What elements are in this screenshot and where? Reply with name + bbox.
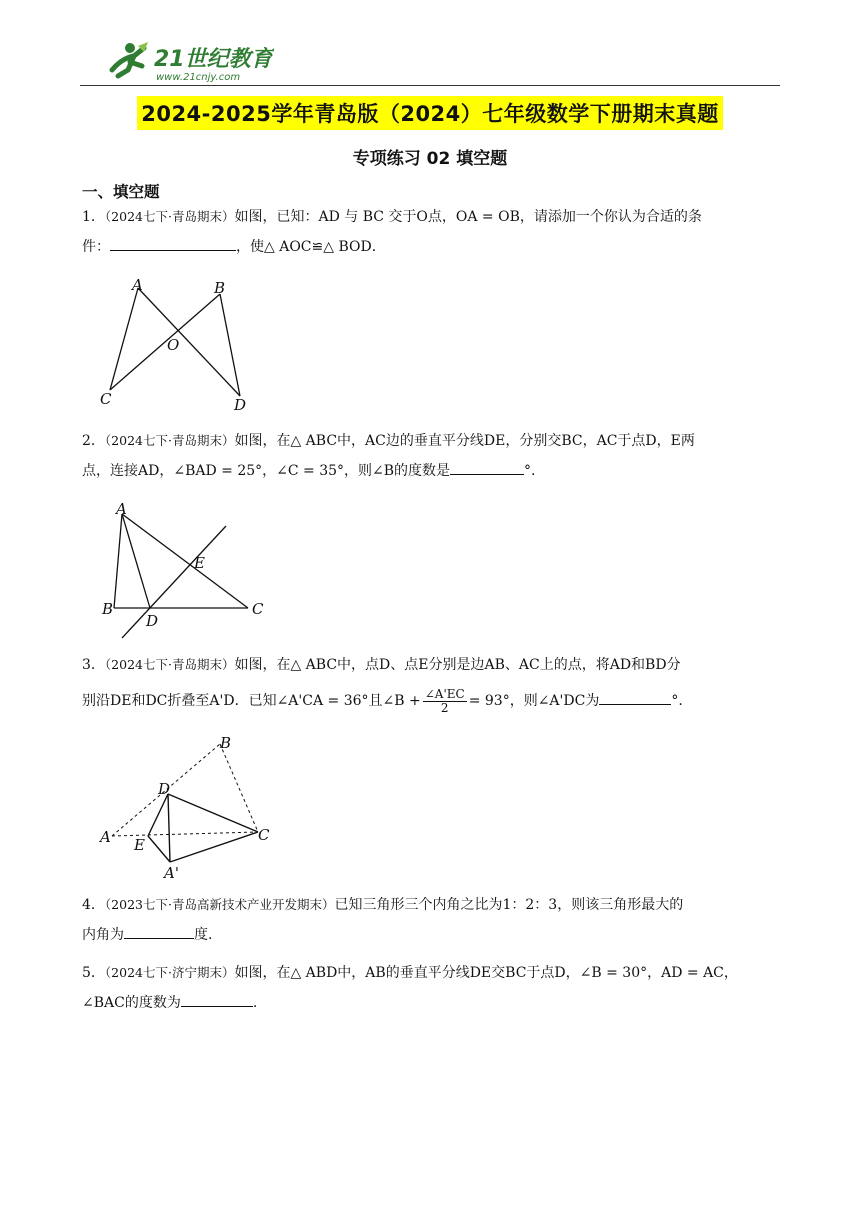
question-number: 5． — [82, 965, 105, 981]
page-title: 2024-2025学年青岛版（2024）七年级数学下册期末真题 — [137, 96, 723, 130]
question-source: （2024七下·青岛期末） — [104, 657, 235, 672]
figure-label: A' — [164, 864, 179, 882]
question-number: 4． — [82, 897, 105, 913]
answer-blank[interactable] — [124, 924, 194, 939]
figure-1 — [96, 272, 256, 414]
figure-label: B — [214, 279, 226, 297]
question-source: （2024七下·青岛期末） — [104, 433, 235, 448]
figure-label: D — [234, 396, 247, 414]
question-text: 已知三角形三个内角之比为1：2：3，则该三角形最大的 — [334, 897, 684, 913]
answer-blank[interactable] — [450, 460, 524, 475]
logo-text: 21世纪教育 — [154, 47, 273, 72]
page-subtitle: 专项练习 02 填空题 — [352, 149, 508, 169]
answer-blank[interactable] — [181, 992, 253, 1007]
question-source: （2023七下·青岛高新技术产业开发期末） — [104, 897, 335, 912]
question-2: 2．（2024七下·青岛期末）如图，在△ ABC中，AC边的垂直平分线DE，分别交BC，AC于点D，E两 点，连接AD，∠BAD = 25°，∠C = 35°，则∠B的度数是 °. — [82, 433, 695, 479]
question-number: 3． — [82, 657, 105, 673]
runner-logo-icon — [104, 40, 274, 84]
figure-label: O — [167, 336, 180, 354]
figure-label: A — [100, 828, 111, 846]
figure-label: C — [252, 600, 264, 618]
question-1: 1．（2024七下·青岛期末）如图，已知：AD 与 BC 交于O点，OA = OB，请添加一个你认为合适的条 件： ，使△ AOC≌△ BOD． — [82, 209, 702, 255]
figure-label: D — [146, 612, 159, 630]
figure-2 — [96, 498, 276, 644]
question-source: （2024七下·济宁期末） — [104, 965, 235, 980]
question-text: 如图，在△ ABD中，AB的垂直平分线DE交BC于点D，∠B = 30°，AD = AC， — [234, 965, 738, 981]
question-text: 如图，在△ ABC中，AC边的垂直平分线DE，分别交BC，AC于点D，E两 — [234, 433, 695, 449]
figure-label: A — [116, 500, 127, 518]
figure-label: B — [102, 600, 114, 618]
fraction: $\frac{\angle A'EC}{2}$ — [424, 686, 465, 715]
figure-label: B — [220, 734, 232, 752]
figure-label: D — [158, 780, 171, 798]
question-5: 5．（2024七下·济宁期末）如图，在△ ABD中，AB的垂直平分线DE交BC于点D，∠B = 30°，AD = AC， ∠BAC的度数为 . — [82, 965, 738, 1011]
question-source: （2024七下·青岛期末） — [104, 209, 235, 224]
question-number: 2． — [82, 433, 105, 449]
question-3: 3．（2024七下·青岛期末）如图，在△ ABC中，点D、点E分别是边AB、AC上的点，将AD和BD分 别沿DE和DC折叠至A'D．已知∠A'CA = 36°且∠B + $\frac{\angle A'EC}{2}$ = 93°，则∠A'DC为 °. — [82, 657, 683, 715]
figure-label: E — [194, 554, 205, 572]
question-text: 如图，已知：AD 与 BC 交于O点，OA = OB，请添加一个你认为合适的条 — [234, 209, 702, 225]
logo — [104, 40, 274, 84]
figure-label: C — [100, 390, 112, 408]
figure-label: A — [132, 276, 143, 294]
question-number: 1． — [82, 209, 105, 225]
section-title: 一、填空题 — [82, 183, 160, 201]
header-rule — [80, 85, 780, 86]
figure-label: C — [258, 826, 270, 844]
answer-blank[interactable] — [599, 690, 671, 705]
figure-3 — [96, 732, 286, 882]
figure-label: E — [134, 836, 145, 854]
question-4: 4．（2023七下·青岛高新技术产业开发期末）已知三角形三个内角之比为1：2：3，则该三角形最大的 内角为 度. — [82, 897, 684, 943]
question-text: 如图，在△ ABC中，点D、点E分别是边AB、AC上的点，将AD和BD分 — [234, 657, 681, 673]
answer-blank[interactable] — [110, 236, 236, 251]
logo-url: www.21cnjy.com — [156, 72, 241, 83]
